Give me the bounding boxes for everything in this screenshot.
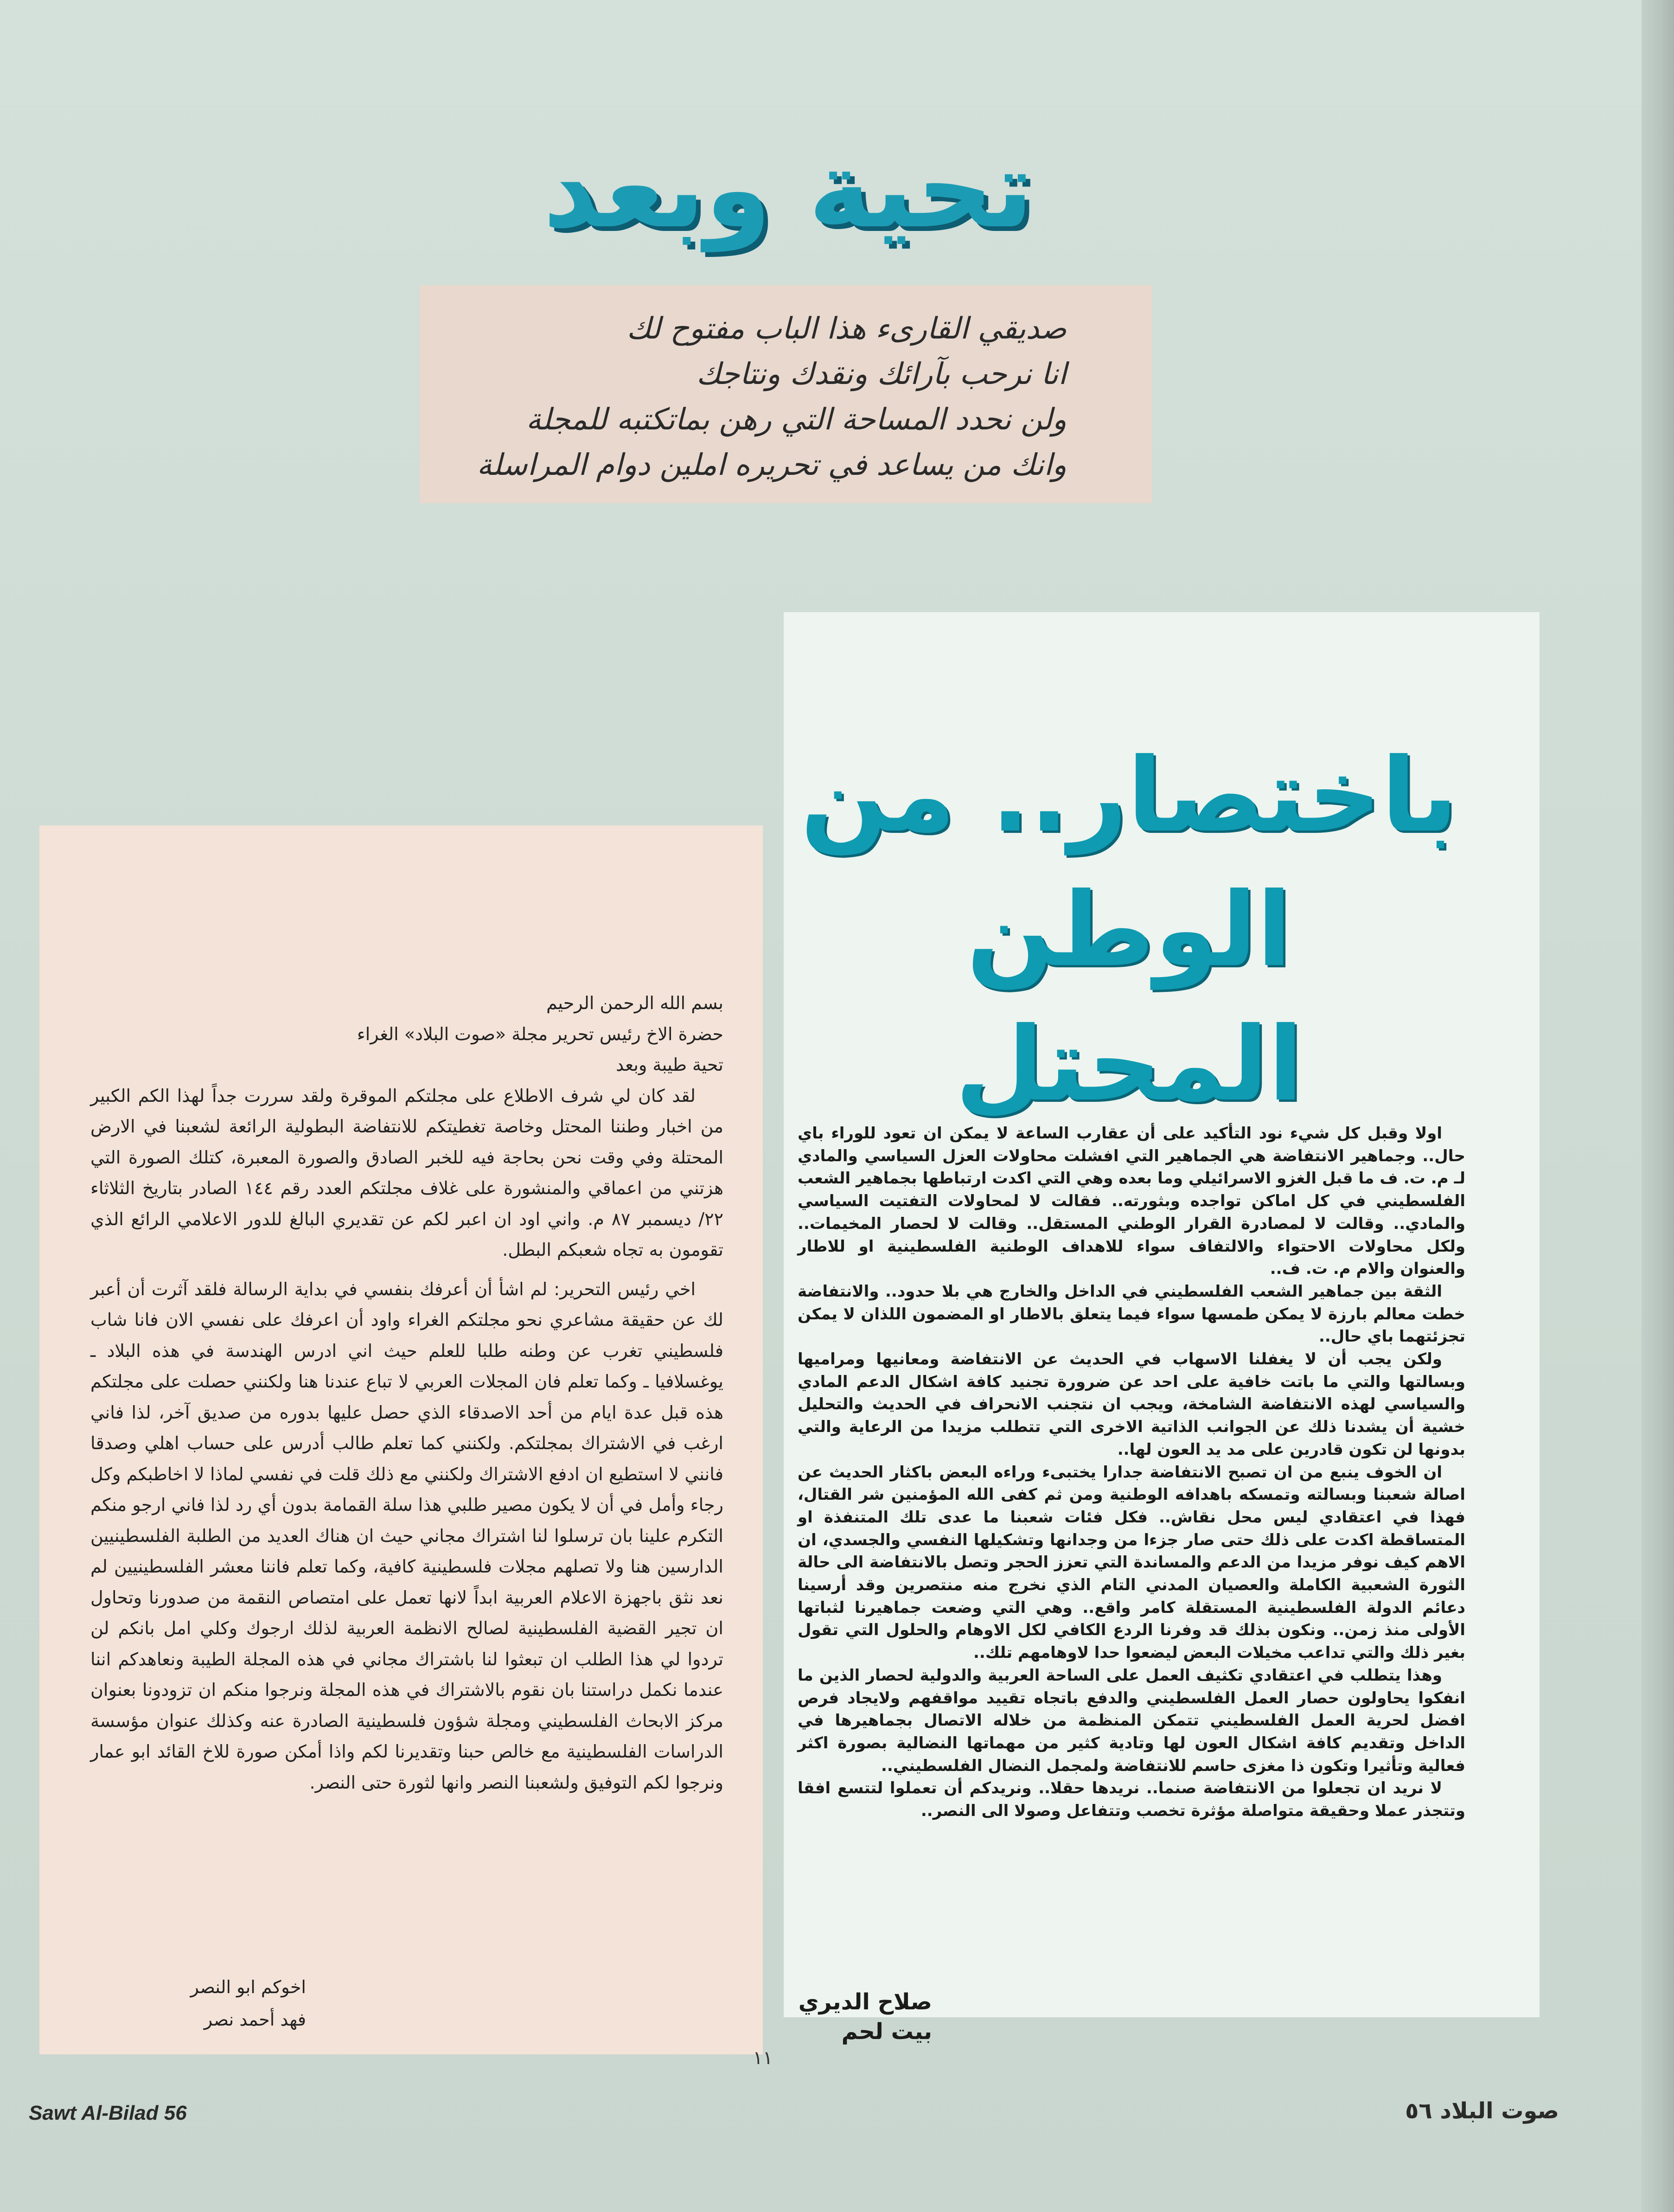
article-paragraph: الثقة بين جماهير الشعب الفلسطيني في الداخل والخارج هي بلا حدود.. والانتفاضة خطت معالم بارزة لا يمكن طمسها سواء فيما يتعلق بالاطار او المضمون اللذان لا يمكن تجزئتهما باي حال.. — [798, 1282, 1465, 1346]
letter-closing: اخوكم ابو النصر — [190, 1977, 306, 1997]
article-paragraph: لا نريد ان تجعلوا من الانتفاضة صنما.. نريدها حقلا.. ونريدكم أن تعملوا لتتسع افقا وتتجذر عملا وحقيقة متواصلة مؤثرة تخصب وتتفاعل وصولا الى النصر.. — [798, 1779, 1465, 1821]
letter-signature — [121, 1971, 306, 2036]
letter-greeting: تحية طيبة وبعد — [616, 1055, 723, 1075]
page-edge — [1642, 0, 1674, 2212]
letter-body — [90, 988, 723, 1798]
letter-basmala: بسم الله الرحمن الرحيم — [546, 993, 723, 1013]
author-place: بيت لحم — [841, 2019, 932, 2045]
footer-magazine-name-latin: Sawt Al-Bilad 56 — [29, 2102, 187, 2124]
article-title — [793, 728, 1465, 1124]
article-signature — [793, 1987, 932, 2046]
intro-line: ولن نحدد المساحة التي رهن بماتكتبه للمجلة — [526, 403, 1067, 437]
article-paragraph: وهذا يتطلب في اعتقادي تكثيف العمل على الساحة العربية والدولية لحصار الذين ما انفكوا يحاولون حصار العمل الفلسطيني والدفع باتجاه تقييد مواقفهم ولايجاد فرص افضل لحرية العمل الفلسطيني تتمكن المنظمة من خلاله الاتصال بجماهيرها في الداخل وتقديم كافة اشكال العون لها وتادية كثير من مهماتها النضالية بصورة اكثر فعالية وتأثيرا وتكون ذا مغزى حاسم للانتفاضة ولمجمل النضال الفلسطيني.. — [798, 1666, 1465, 1775]
article-title-line: باختصار.. من الوطن — [800, 736, 1458, 989]
letter-paragraph: لقد كان لي شرف الاطلاع على مجلتكم الموقرة ولقد سررت جداً لهذا الكم الكبير من اخبار وطننا المحتل وخاصة تغطيتكم للانتفاضة البطولية الرائعة لشعبنا في الارض المحتلة وفي وقت نحن بحاجة فيه للخبر الصادق والصورة المعبرة، كتلك الصورة التي هزتني من اعماقي والمنشورة على غلاف مجلتكم العدد رقم ١٤٤ الصادر بتاريخ الثلاثاء ٢٢/ ديسمبر ٨٧ م. واني اود ان اعبر لكم عن تقديري البالغ للدور الاعلامي الرائع الذي تقومون به تجاه شعبكم البطل. — [90, 1085, 724, 1260]
article-paragraph: ان الخوف ينبع من ان تصبح الانتفاضة جدارا يختبىء وراءه البعض باكثار الحديث عن اصالة شعبنا وبسالته وتمسكه باهدافه الوطنية ومن ثم كفى الله المؤمنين شر القتال، فهذا في اعتقادي ليس محل نقاش.. فكل فئات شعبنا ما عدى تلك المتنفذة او المتساقطة اكدت على ذلك حتى صار جزءا من وجدانها وتشكيلها النفسي والجسدي، ان الاهم كيف نوفر مزيدا من الدعم والمساندة التي تعزز الحجر وتصل بالانتفاضة الى حالة الثورة الشعبية الكاملة والعصيان المدني التام الذي نخرج منه منتصرين وقد أرسينا دعائم الدولة الفلسطينية المستقلة كامر واقع.. وهي التي وضعت جماهيرنا لثباتها الأولى منذ زمن.. ونكون بذلك قد وفرنا الردع الكافي لكل الاوهام والحلول التي تقول بغير ذلك والتي تداعب مخيلات البعض ليضعوا حدا لاوهامهم تلك.. — [798, 1463, 1465, 1662]
letter-author: فهد أحمد نصر — [204, 2009, 306, 2030]
article-title-line: المحتل — [955, 1005, 1303, 1124]
intro-text — [464, 306, 1067, 488]
letter-address: حضرة الاخ رئيس تحرير مجلة «صوت البلاد» الغراء — [357, 1023, 723, 1044]
footer-magazine-name-arabic: صوت البلاد ٥٦ — [1405, 2098, 1559, 2124]
letter-paragraph: اخي رئيس التحرير: لم اشأ أن أعرفك بنفسي في بداية الرسالة فلقد آثرت أن أعبر لك عن حقيقة مشاعري نحو مجلتكم الغراء واود أن اعرفك على نفسي الان فانا شاب فلسطيني تغرب عن وطنه طلبا للعلم حيث اني ادرس الهندسة في هذه البلاد ـ يوغسلافيا ـ وكما تعلم فان المجلات العربي لا تباع عندنا هنا ولكنني حصلت على مجلتكم هذه قبل عدة ايام من أحد الاصدقاء الذي حصل عليها بدوره من صديق آخر، لذا فاني ارغب في الاشتراك بمجلتكم. ولكنني كما تعلم طالب أدرس على حساب اهلي وصدقا فانني لا استطيع ان ادفع الاشتراك ولكنني مع ذلك قلت في نفسي لماذا لا اخاطبكم وكل رجاء وأمل في أن لا يكون مصير طلبي هذا سلة القمامة بدون أي رد لذا فاني ارجو منكم التكرم علينا بان ترسلوا لنا اشتراك مجاني حيث ان هناك العديد من الطلبة الفلسطينيين الدارسين هنا ولا تصلهم مجلات فلسطينية كافية، وكما تعلم فاننا معشر الفلسطينيين لم نعد نثق باجهزة الاعلام العربية ابداً لانها تعمل على امتصاص النقمة من صدورنا وتحاول ان تجير القضية الفلسطينية لصالح الانظمة العربية لذلك ارجوك وكلي امل بانكم لن تردوا لي هذا الطلب ان تبعثوا لنا باشتراك مجاني في هذه المجلة الطيبة ونعاهدكم اننا عندما نكمل دراستنا بان نقوم بالاشتراك في هذه المجلة ونرجوا منكم ان تزودونا بعنوان مركز الابحاث الفلسطيني ومجلة شؤون فلسطينية الصادرة عنه وكذلك عنوان مؤسسة الدراسات الفلسطينية مع خالص حبنا وتقديرنا لكم واذا أمكن صورة للاخ القائد ابو عمار ونرجوا لكم التوفيق ولشعبنا النصر وانها لثورة حتى النصر. — [90, 1279, 723, 1793]
intro-line: انا نرحب بآرائك ونقدك ونتاجك — [696, 357, 1067, 391]
intro-line: وانك من يساعد في تحريره املين دوام المراسلة — [477, 448, 1067, 482]
article-paragraph: ولكن يجب أن لا يغفلنا الاسهاب في الحديث عن الانتفاضة ومعانيها ومراميها وبسالتها والتي ما باتت خافية على احد عن ضرورة تجنيد كافة اشكال الدعم المادي والسياسي لهذه الانتفاضة الشامخة، ويجب ان نتجنب الانحراف في الحديث والتحليل خشية أن يشدنا ذلك عن الجوانب الذاتية الاخرى التي تتطلب مزيدا من الرعاية والتي بدونها لن تكون قادرين على مد يد العون لها.. — [798, 1350, 1465, 1459]
page-number: ١١ — [753, 2047, 773, 2069]
author-name: صلاح الديري — [798, 1989, 932, 2015]
article-body — [798, 1122, 1465, 1822]
intro-line: صديقي القارىء هذا الباب مفتوح لك — [626, 312, 1067, 346]
article-paragraph: اولا وقبل كل شيء نود التأكيد على أن عقارب الساعة لا يمكن ان تعود للوراء باي حال.. وجماهير الانتفاضة هي الجماهير التي افشلت محاولات العزل السياسي والمادي لـ م. ت. ف ما قبل الغزو الاسرائيلي وما بعده وهي التي اكدت ارتباطها بجماهير الشعب الفلسطيني في كل اماكن تواجده وبثورته.. فقالت لا لمحاولات التفتيت السياسي والمادي.. وقالت لا لمصادرة القرار الوطني المستقل.. وقالت لا لحصار المخيمات.. ولكل محاولات الاحتواء والالتفاف سواء للاهداف الوطنية الفلسطينية او للاطار والعنوان والام م. ت. ف.. — [798, 1124, 1465, 1279]
section-title: تحية وبعد — [543, 128, 1034, 252]
